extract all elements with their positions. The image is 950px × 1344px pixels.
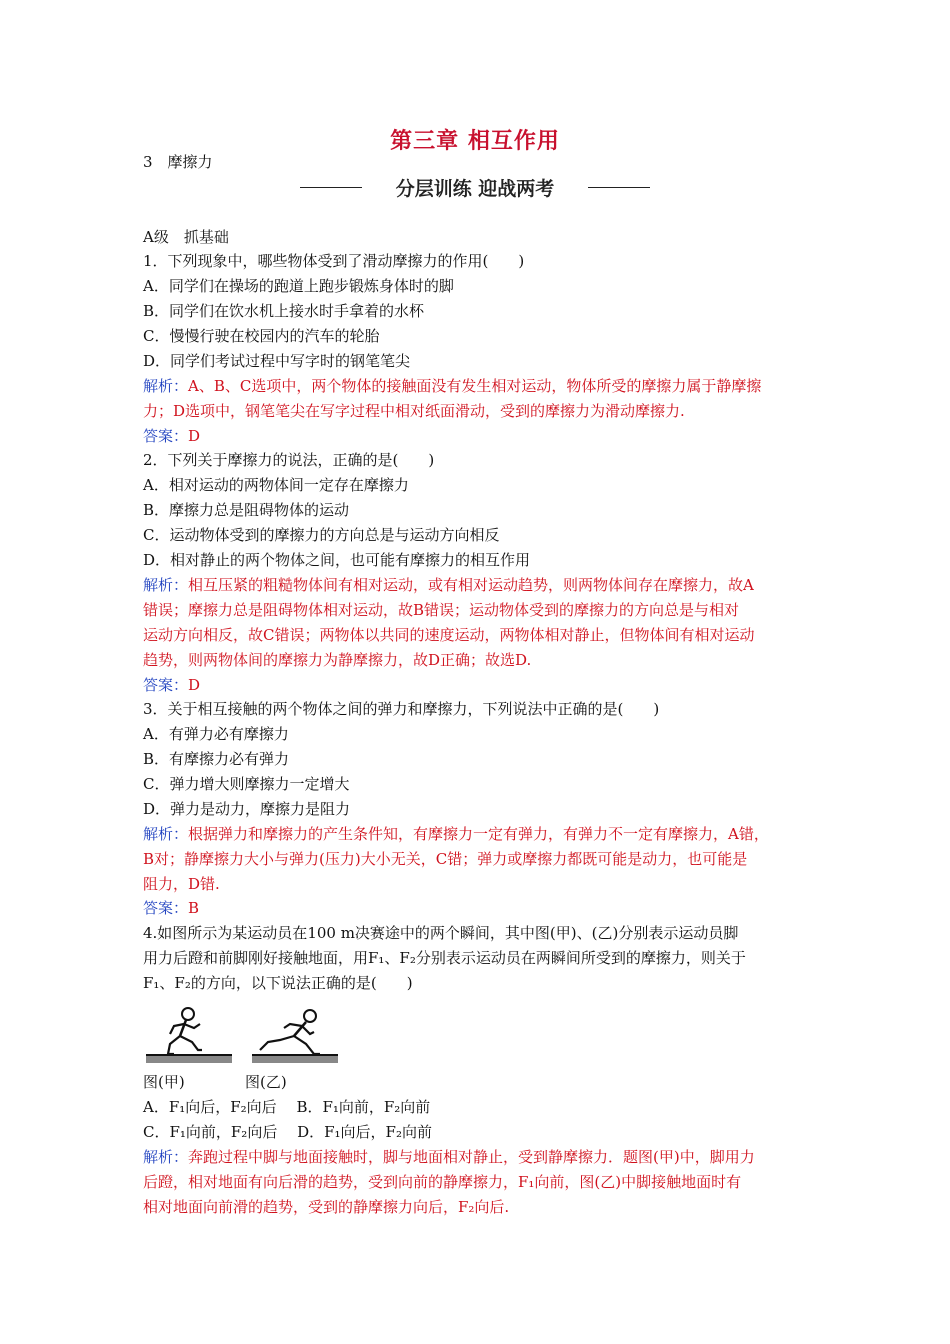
- question-1-answer: 答案：D: [143, 427, 201, 445]
- answer-label: 答案：: [143, 676, 189, 694]
- question-3-analysis-line-2: B对；静摩擦力大小与弹力(压力)大小无关，C错；弹力或摩擦力都既可能是动力，也可能是: [143, 850, 748, 868]
- question-3-analysis-line-3: 阻力，D错.: [143, 875, 220, 893]
- question-1-analysis-line-1: 解析：A、B、C选项中，两个物体的接触面没有发生相对运动，物体所受的摩擦力属于静摩擦: [143, 377, 762, 395]
- question-2-answer: 答案：D: [143, 676, 201, 694]
- analysis-label: 解析：: [143, 576, 189, 594]
- question-2-analysis-line-2: 错误；摩擦力总是阻碍物体相对运动，故B错误；运动物体受到的摩擦力的方向总是与相对: [143, 601, 740, 619]
- question-2-option-c: C．运动物体受到的摩擦力的方向总是与运动方向相反: [143, 526, 500, 544]
- question-3-option-d: D．弹力是动力，摩擦力是阻力: [143, 800, 351, 818]
- question-2-stem: 2．下列关于摩擦力的说法，正确的是( ): [143, 451, 435, 469]
- question-2-analysis-line-4: 趋势，则两物体间的摩擦力为静摩擦力，故D正确；故选D.: [143, 651, 532, 669]
- level-heading: A级 抓基础: [143, 228, 229, 246]
- answer-label: 答案：: [143, 899, 189, 917]
- question-4-stem-line-2: 用力后蹬和前脚刚好接触地面，用F₁、F₂分别表示运动员在两瞬间所受到的摩擦力，则关于: [143, 949, 746, 967]
- question-4-stem-line-3: F₁、F₂的方向，以下说法正确的是( ): [143, 974, 413, 992]
- section-banner: [300, 174, 650, 200]
- question-2-analysis-line-1: 解析：相互压紧的粗糙物体间有相对运动，或有相对运动趋势，则两物体间存在摩擦力，故A: [143, 576, 754, 594]
- question-4-analysis-line-2: 后蹬，相对地面有向后滑的趋势，受到向前的静摩擦力，F₁向前，图(乙)中脚接触地面时有: [143, 1173, 742, 1191]
- runner-figure-jia: [146, 1004, 232, 1064]
- question-1-stem: 1．下列现象中，哪些物体受到了滑动摩擦力的作用( ): [143, 252, 525, 270]
- question-1-option-c: C．慢慢行驶在校园内的汽车的轮胎: [143, 327, 380, 345]
- question-2-option-a: A．相对运动的两物体间一定存在摩擦力: [143, 476, 409, 494]
- question-4-analysis-line-3: 相对地面向前滑的趋势，受到的静摩擦力向后，F₂向后.: [143, 1198, 510, 1216]
- question-1-option-b: B．同学们在饮水机上接水时手拿着的水杯: [143, 302, 425, 320]
- question-3-analysis-line-1: 解析：根据弹力和摩擦力的产生条件知，有摩擦力一定有弹力，有弹力不一定有摩擦力，A错，: [143, 825, 769, 843]
- section-heading: 3 摩擦力: [143, 153, 213, 171]
- question-3-stem: 3．关于相互接触的两个物体之间的弹力和摩擦力，下列说法中正确的是( ): [143, 700, 660, 718]
- figure-label-jia: 图(甲): [143, 1073, 185, 1091]
- runner-head: [304, 1010, 316, 1022]
- question-4-stem-line-1: 4.如图所示为某运动员在100 m决赛途中的两个瞬间，其中图(甲)、(乙)分别表示运动员脚: [143, 924, 739, 942]
- banner-text: 分层训练 迎战两考: [395, 178, 555, 200]
- question-2-analysis-line-3: 运动方向相反，故C错误；两物体以共同的速度运动，两物体相对静止，但物体间有相对运动: [143, 626, 755, 644]
- answer-label: 答案：: [143, 427, 189, 445]
- question-1-option-d: D．同学们考试过程中写字时的钢笔笔尖: [143, 352, 411, 370]
- question-3-option-c: C．弹力增大则摩擦力一定增大: [143, 775, 350, 793]
- runner-head: [182, 1008, 194, 1020]
- analysis-label: 解析：: [143, 825, 189, 843]
- question-4-options-row-1: A．F₁向后，F₂向后 B．F₁向前，F₂向前: [143, 1098, 431, 1116]
- banner-rule-right: [588, 187, 650, 188]
- question-3-option-b: B．有摩擦力必有弹力: [143, 750, 290, 768]
- question-2-option-d: D．相对静止的两个物体之间，也可能有摩擦力的相互作用: [143, 551, 531, 569]
- question-4-options-row-2: C．F₁向前，F₂向后 D．F₁向后，F₂向前: [143, 1123, 432, 1141]
- question-1-option-a: A．同学们在操场的跑道上跑步锻炼身体时的脚: [143, 277, 454, 295]
- question-3-answer: 答案：B: [143, 899, 200, 917]
- ground-hatch: [252, 1055, 338, 1063]
- question-1-analysis-line-2: 力；D选项中，钢笔笔尖在写字过程中相对纸面滑动，受到的摩擦力为滑动摩擦力.: [143, 402, 685, 420]
- question-4-analysis-line-1: 解析：奔跑过程中脚与地面接触时，脚与地面相对静止，受到静摩擦力．题图(甲)中，脚用力: [143, 1148, 755, 1166]
- question-3-option-a: A．有弹力必有摩擦力: [143, 725, 289, 743]
- analysis-label: 解析：: [143, 377, 189, 395]
- runner-figure-yi: [252, 1004, 338, 1064]
- figure-label-yi: 图(乙): [245, 1073, 287, 1091]
- ground-hatch: [146, 1055, 232, 1063]
- chapter-title: 第三章 相互作用: [390, 129, 560, 154]
- analysis-label: 解析：: [143, 1148, 189, 1166]
- banner-rule-left: [300, 187, 362, 188]
- question-2-option-b: B．摩擦力总是阻碍物体的运动: [143, 501, 350, 519]
